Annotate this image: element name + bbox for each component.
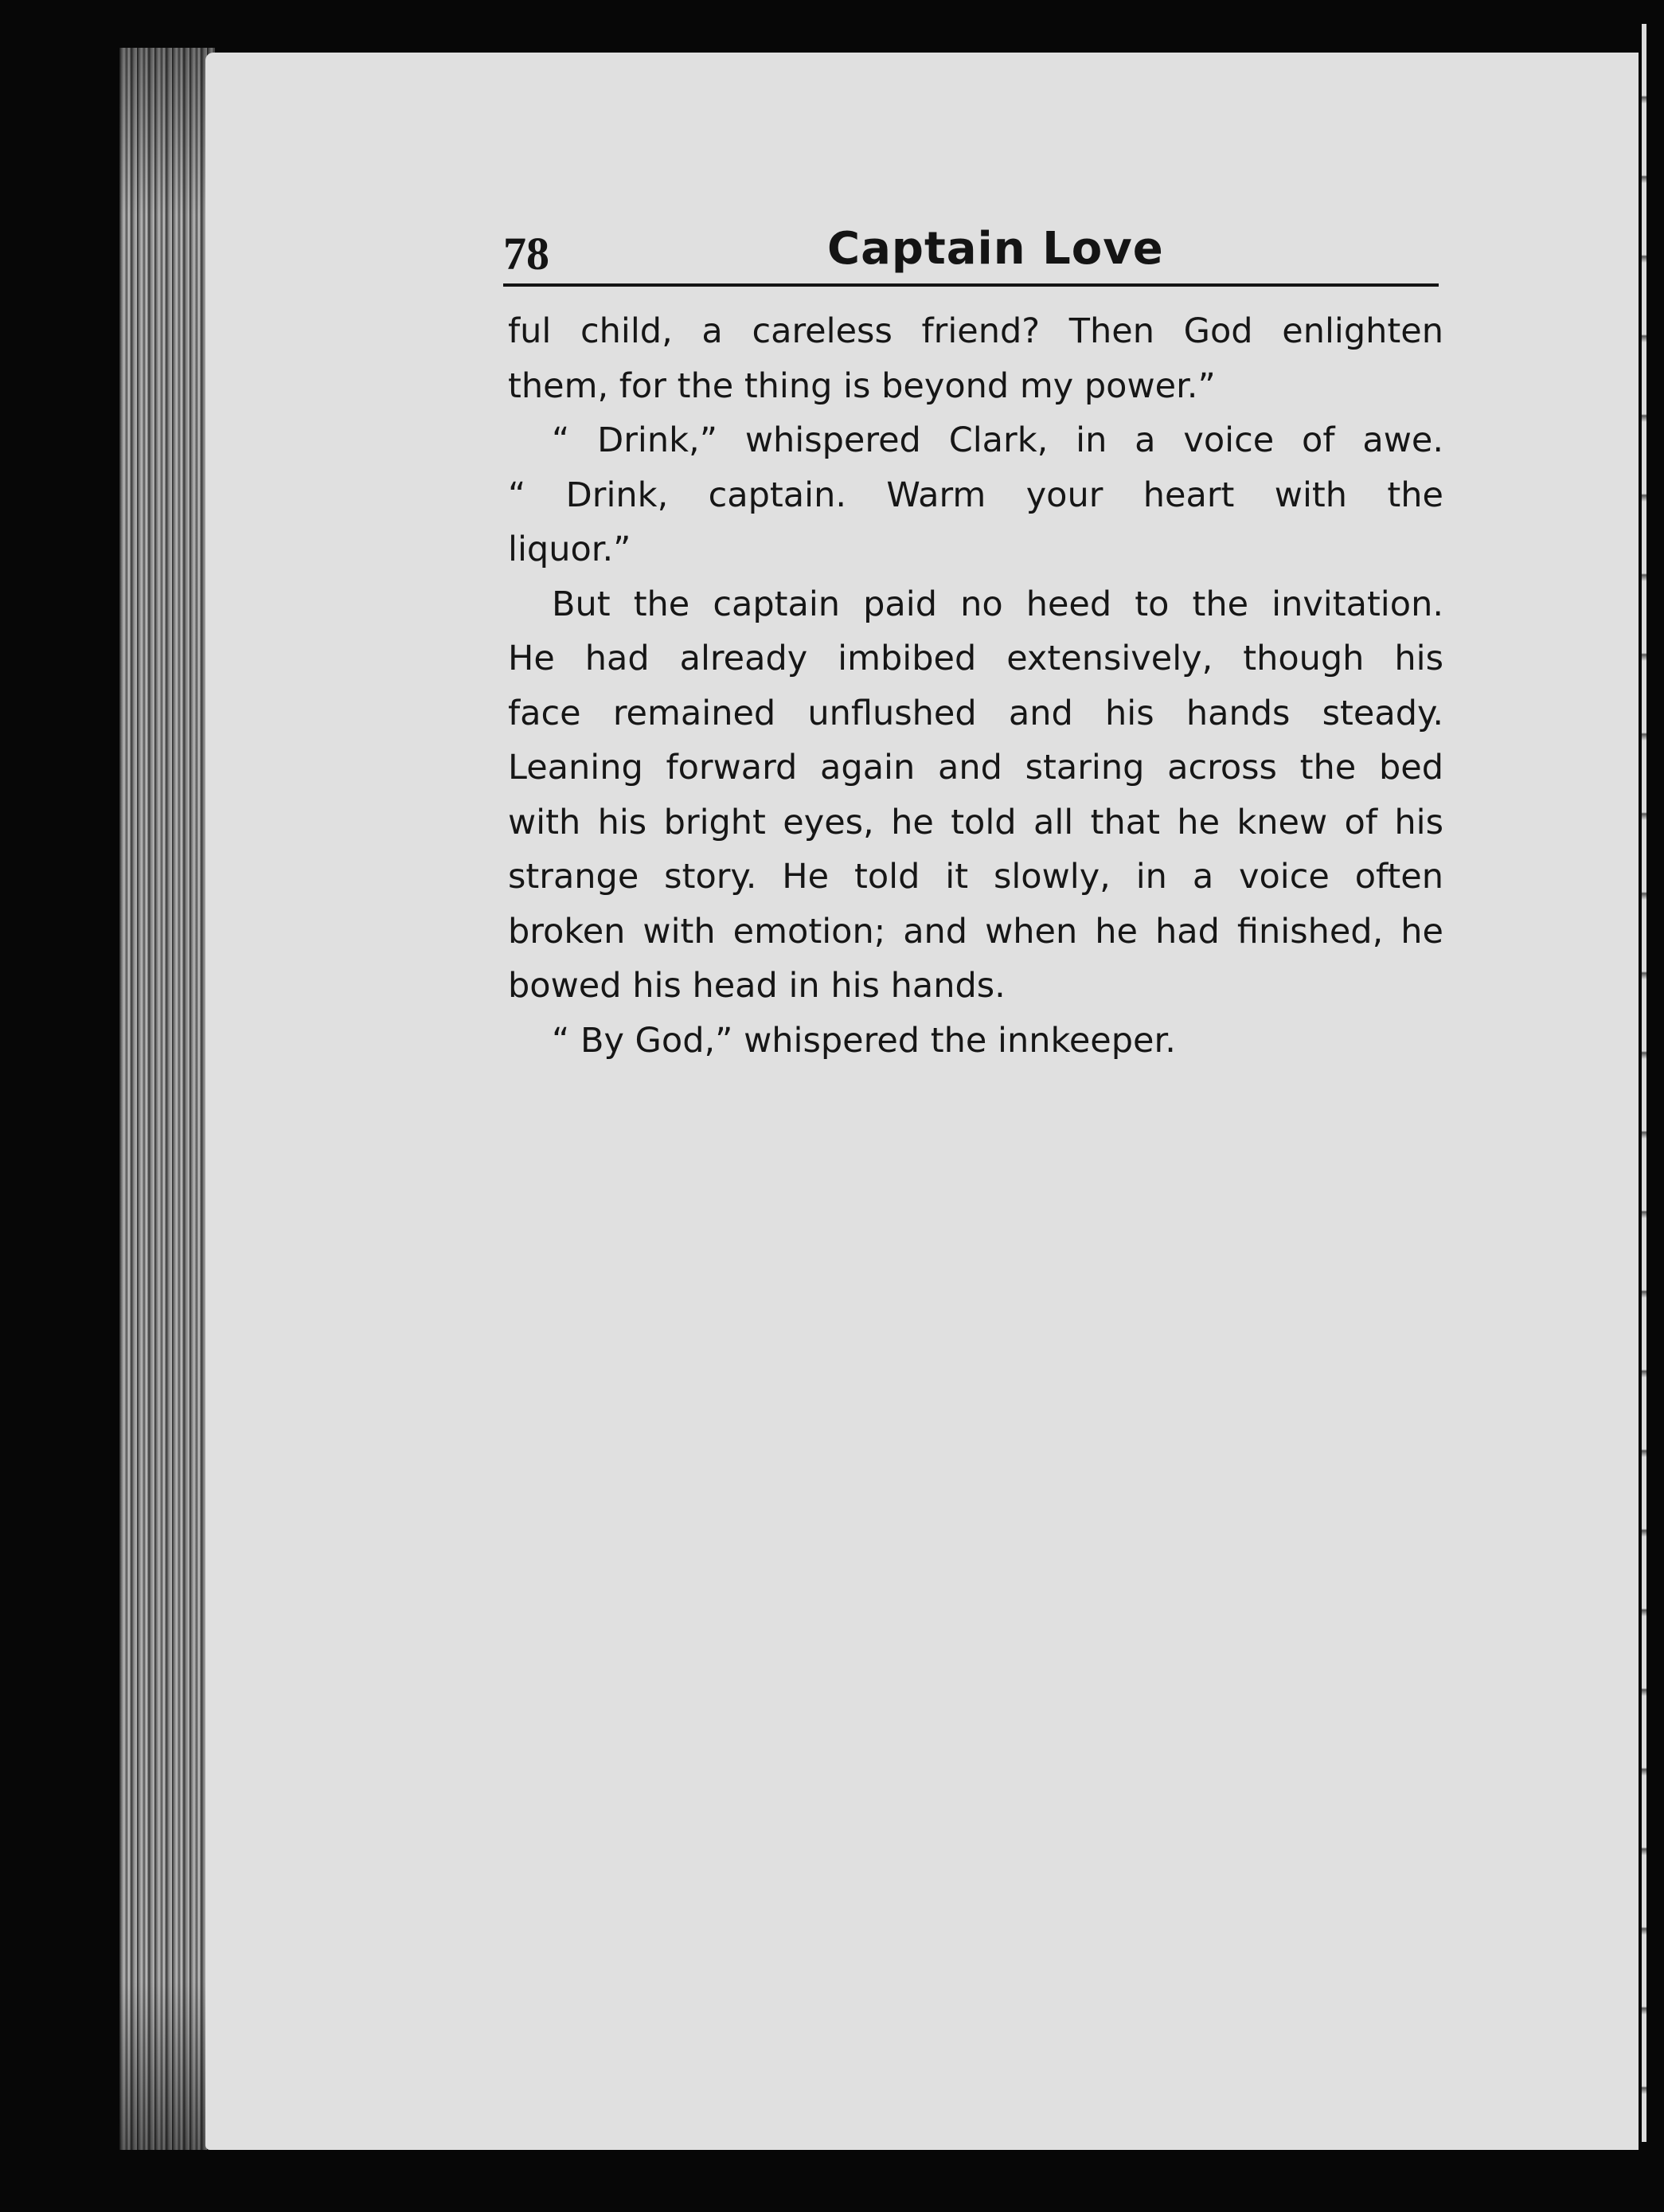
text-line: strange story. He told it slowly, in a voice often (508, 857, 1443, 897)
text-line: face remained unflushed and his hands steady. (508, 693, 1443, 733)
text-line: He had already imbibed extensively, though his (508, 639, 1443, 678)
running-title: Captain Love (827, 223, 1164, 275)
page-number: 78 (503, 228, 549, 279)
text-line: broken with emotion; and when he had finished, he (508, 911, 1443, 952)
text-line: them, for the thing is beyond my power.” (508, 365, 1216, 406)
text-line: bowed his head in his hands. (508, 966, 1006, 1006)
text-line: “ Drink,” whispered Clark, in a voice of awe. (552, 420, 1443, 460)
header-rule (503, 283, 1439, 287)
body-text (508, 304, 1443, 1068)
text-line: ful child, a careless friend? Then God enlighten (508, 311, 1443, 351)
text-line: But the captain paid no heed to the invitation. (552, 584, 1443, 624)
text-line: with his bright eyes, he told all that he knew of his (508, 802, 1443, 842)
gutter-shadow (119, 48, 215, 2150)
text-line: Leaning forward again and staring across the bed (508, 748, 1443, 787)
page-header (503, 221, 1439, 285)
text-line: “ By God,” whispered the innkeeper. (552, 1020, 1176, 1061)
text-line: liquor.” (508, 530, 631, 569)
page-right-edge (1642, 24, 1646, 2142)
text-line: “ Drink, captain. Warm your heart with the (508, 475, 1443, 515)
